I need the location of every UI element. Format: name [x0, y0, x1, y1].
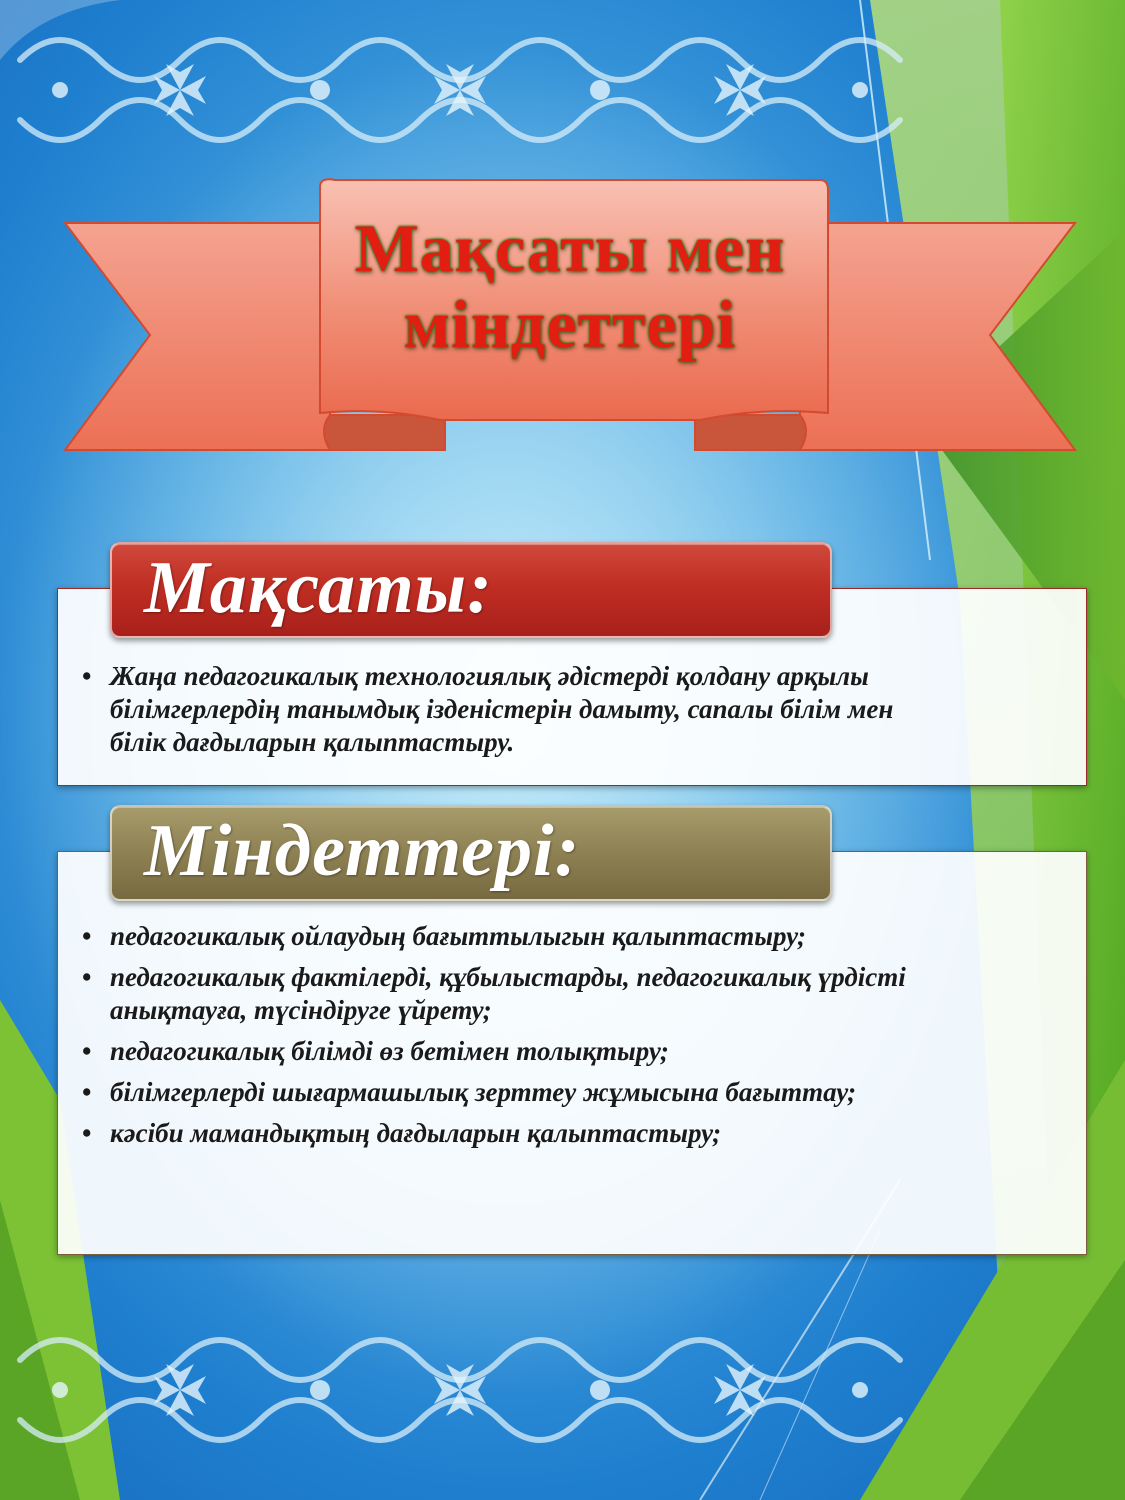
list-item [80, 920, 940, 953]
bullet-icon: • [82, 921, 92, 951]
tasks-heading-tab [110, 805, 832, 901]
page-title-line-2: міндеттері [403, 286, 737, 362]
bullet-icon: • [82, 1036, 92, 1066]
goal-list [80, 660, 940, 767]
task-text: педагогикалық білімді өз бетімен толықтыру; [110, 1036, 669, 1066]
list-item [80, 1076, 940, 1109]
page-title-line-1: Мақсаты мен [354, 210, 786, 286]
task-text: кәсіби мамандықтың дағдыларын қалыптастыру; [110, 1118, 722, 1148]
task-text: педагогикалық ойлаудың бағыттылыгын қалыптастыру; [110, 921, 807, 951]
bullet-icon: • [82, 661, 92, 691]
goal-text: Жаңа педагогикалық технологиялық әдістерді қолдану арқылы білімгерлердің танымдық ізденістерін дамыту, сапалы білім мен білік дағдыларын қалыптастыру. [110, 661, 894, 757]
kazakh-ornament-icon [0, 20, 1125, 160]
list-item [80, 660, 940, 759]
page-title [320, 210, 820, 362]
list-item [80, 1117, 940, 1150]
task-text: білімгерлерді шығармашылық зерттеу жұмысына бағыттау; [110, 1077, 857, 1107]
tasks-heading: Міндеттері: [144, 810, 581, 892]
bullet-icon: • [82, 962, 92, 992]
bullet-icon: • [82, 1077, 92, 1107]
kazakh-ornament-icon [0, 1320, 1125, 1460]
list-item [80, 1035, 940, 1068]
goal-heading-tab [110, 542, 832, 638]
goal-heading: Мақсаты: [144, 547, 493, 629]
list-item [80, 961, 940, 1027]
bullet-icon: • [82, 1118, 92, 1148]
tasks-list [80, 920, 940, 1158]
task-text: педагогикалық фактілерді, құбылыстарды, педагогикалық үрдісті анықтауға, түсіндіруге үйрету; [110, 962, 906, 1025]
